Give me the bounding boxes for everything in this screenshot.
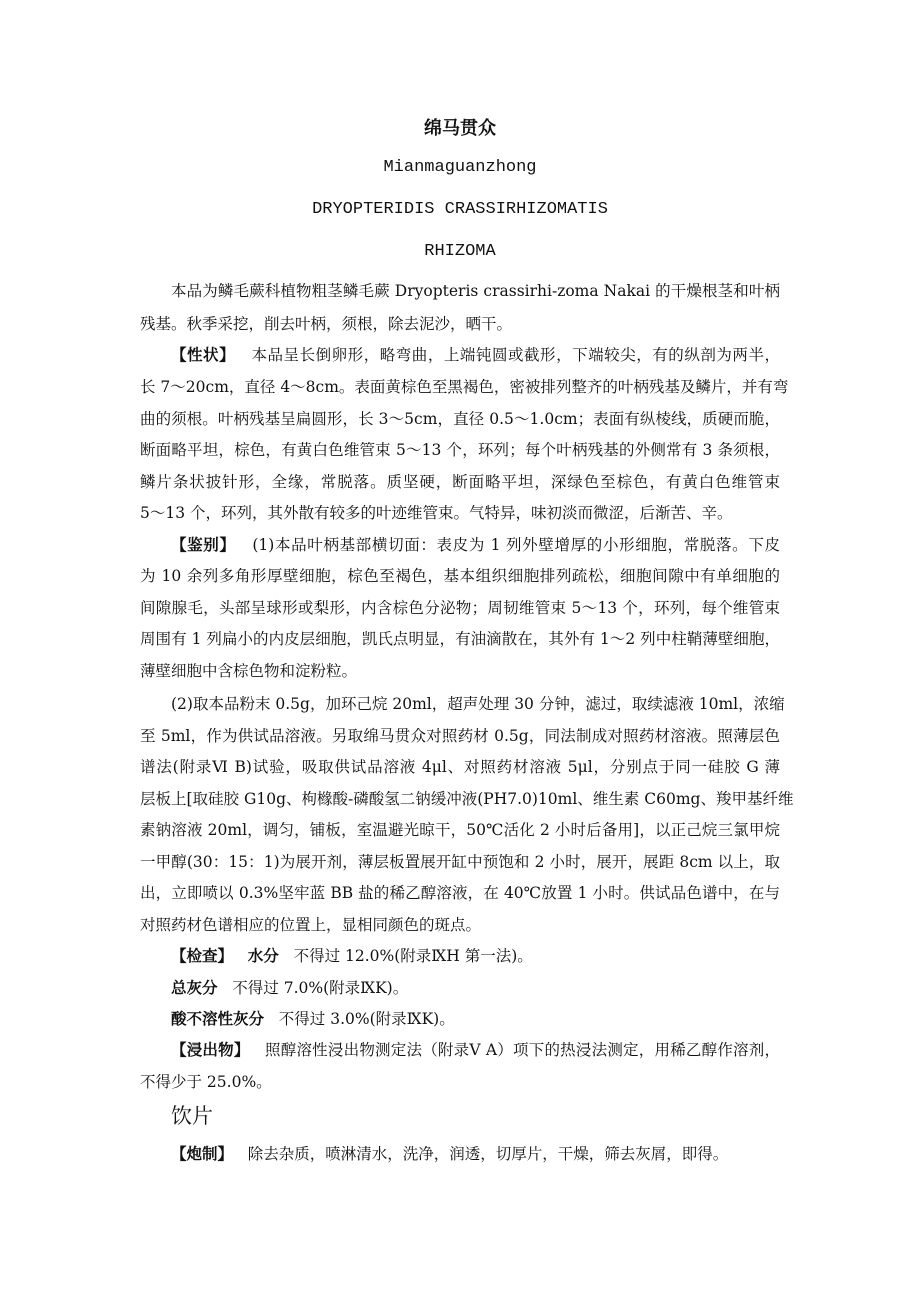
identification-tlc-line: 谱法(附录Ⅵ B)试验，吸取供试品溶液 4μl、对照药材溶液 5μl，分别点于同一硅胶 G 薄 <box>140 758 780 776</box>
inspection-water-line <box>171 946 533 966</box>
acid-insoluble-ash-label: 酸不溶性灰分 <box>171 1010 265 1028</box>
character-line <box>171 345 780 365</box>
identification-tlc-line: 一甲醇(30：15：1)为展开剂，薄层板置展开缸中预饱和 2 小时，展开，展距 8cm 以上，取 <box>140 853 780 871</box>
slices-heading: 饮片 <box>171 1104 213 1128</box>
intro-line: 本品为鳞毛蕨科植物粗茎鳞毛蕨 Dryopteris crassirhi-zoma Nakai 的干燥根茎和叶柄 <box>171 282 780 300</box>
latin-name-line-2: RHIZOMA <box>424 242 496 261</box>
identification-text: (1)本品叶柄基部横切面：表皮为 1 列外壁增厚的小形细胞，常脱落。下皮 <box>252 536 780 554</box>
identification-tlc-line: 对照药材色谱相应的位置上，显相同颜色的斑点。 <box>140 916 482 934</box>
processing-label: 【炮制】 <box>171 1145 234 1163</box>
character-line: 5～13 个，环列，其外散有较多的叶迹维管束。气特异，味初淡而微涩，后渐苦、辛。 <box>140 504 733 522</box>
water-text: 不得过 12.0%(附录ⅨH 第一法)。 <box>293 947 533 965</box>
identification-tlc-line: 出，立即喷以 0.3%坚牢蓝 BB 盐的稀乙醇溶液，在 40℃放置 1 小时。供试品色谱中，在与 <box>140 884 780 902</box>
extract-text: 照醇溶性浸出物测定法（附录Ⅴ A）项下的热浸法测定，用稀乙醇作溶剂， <box>265 1041 780 1059</box>
inspection-acid-ash-line <box>171 1009 455 1029</box>
extract-line <box>171 1040 780 1060</box>
identification-line: 为 10 余列多角形厚壁细胞，棕色至褐色，基本组织细胞排列疏松，细胞间隙中有单细胞的 <box>140 567 780 585</box>
pinyin-name: Mianmaguanzhong <box>383 158 537 177</box>
water-label: 水分 <box>247 947 279 965</box>
character-text: 本品呈长倒卵形，略弯曲，上端钝圆或截形，下端较尖，有的纵剖为两半， <box>251 346 780 364</box>
identification-line: 周围有 1 列扁小的内皮层细胞，凯氏点明显，有油滴散在，其外有 1～2 列中柱鞘薄壁细胞， <box>140 630 780 648</box>
character-label: 【性状】 <box>171 346 236 364</box>
identification-tlc-line: 至 5ml，作为供试品溶液。另取绵马贯众对照药材 0.5g，同法制成对照药材溶液。照薄层色 <box>140 727 780 745</box>
identification-label: 【鉴别】 <box>171 536 236 554</box>
inspection-label: 【检查】 <box>171 947 234 965</box>
character-line: 曲的须根。叶柄残基呈扁圆形，长 3～5cm，直径 0.5～1.0cm；表面有纵棱线，质硬而脆， <box>140 410 780 428</box>
character-line: 鳞片条状披针形，全缘，常脱落。质坚硬，断面略平坦，深绿色至棕色，有黄白色维管束 <box>140 473 780 491</box>
identification-tlc-line: (2)取本品粉末 0.5g，加环己烷 20ml，超声处理 30 分钟，滤过，取续滤液 10ml，浓缩 <box>171 695 785 713</box>
acid-insoluble-ash-text: 不得过 3.0%(附录ⅨK)。 <box>278 1010 455 1028</box>
identification-line <box>171 535 780 555</box>
processing-line <box>171 1144 728 1164</box>
identification-tlc-line: 层板上[取硅胶 G10g、枸橼酸-磷酸氢二钠缓冲液(PH7.0)10ml、维生素 C60mg、羧甲基纤维 <box>140 790 794 808</box>
intro-line: 残基。秋季采挖，削去叶柄，须根，除去泥沙，晒干。 <box>140 315 513 333</box>
identification-line: 薄壁细胞中含棕色物和淀粉粒。 <box>140 662 358 680</box>
extract-label: 【浸出物】 <box>171 1041 250 1059</box>
total-ash-label: 总灰分 <box>171 979 218 997</box>
total-ash-text: 不得过 7.0%(附录ⅨK)。 <box>232 979 409 997</box>
inspection-ash-line <box>171 978 408 998</box>
extract-line: 不得少于 25.0%。 <box>140 1073 272 1091</box>
identification-tlc-line: 素钠溶液 20ml，调匀，铺板，室温避光晾干，50℃活化 2 小时后备用]，以正己烷三氯甲烷 <box>140 821 780 839</box>
identification-line: 间隙腺毛，头部呈球形或梨形，内含棕色分泌物；周韧维管束 5～13 个，环列，每个维管束 <box>140 599 780 617</box>
processing-text: 除去杂质，喷淋清水，洗净，润透，切厚片，干燥，筛去灰屑，即得。 <box>247 1145 729 1163</box>
character-line: 长 7～20cm，直径 4～8cm。表面黄棕色至黑褐色，密被排列整齐的叶柄残基及鳞片，并有弯 <box>140 378 789 396</box>
monograph-title: 绵马贯众 <box>424 118 496 139</box>
latin-name-line-1: DRYOPTERIDIS CRASSIRHIZOMATIS <box>312 200 608 219</box>
character-line: 断面略平坦，棕色，有黄白色维管束 5～13 个，环列；每个叶柄残基的外侧常有 3 条须根， <box>140 441 780 459</box>
